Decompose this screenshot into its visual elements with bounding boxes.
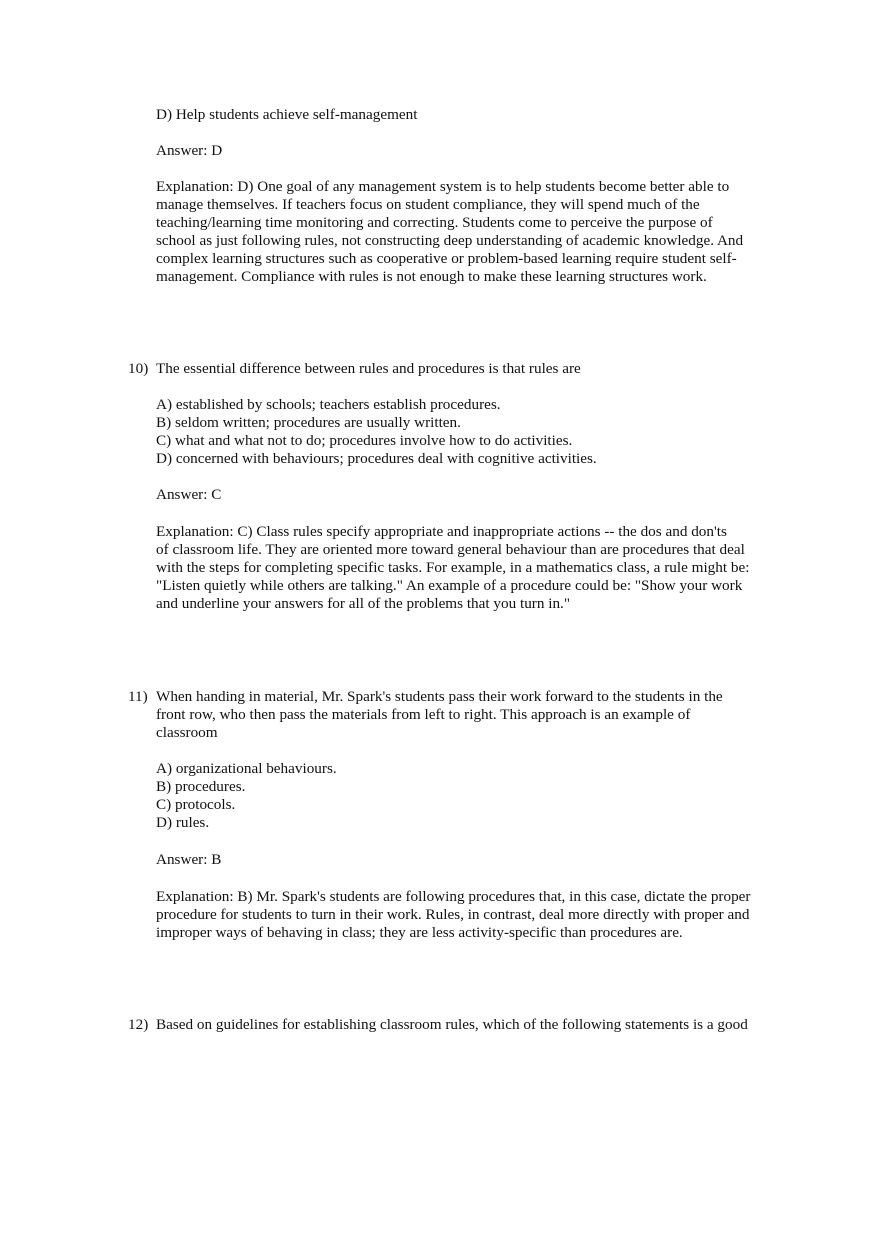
answer: Answer: C [156,486,222,503]
option-c: C) protocols. [156,796,236,813]
option-b: B) seldom written; procedures are usually written. [156,414,461,431]
explanation-line: Explanation: D) One goal of any management system is to help students become better able to [156,178,730,195]
explanation-line: and underline your answers for all of the problems that you turn in." [156,595,571,612]
explanation-line: Explanation: B) Mr. Spark's students are following procedures that, in this case, dictate the proper [156,888,751,905]
answer: Answer: D [156,142,223,159]
explanation-line: complex learning structures such as cooperative or problem-based learning require student self- [156,250,737,267]
explanation-line: of classroom life. They are oriented more toward general behaviour than are procedures that deal [156,541,745,558]
answer: Answer: B [156,851,222,868]
explanation-line: Explanation: C) Class rules specify appropriate and inappropriate actions -- the dos and don'ts [156,523,727,540]
option-d: D) Help students achieve self-management [156,106,418,123]
question-number: 12) [128,1016,149,1033]
question-number: 11) [128,688,148,705]
option-c: C) what and what not to do; procedures involve how to do activities. [156,432,573,449]
question-stem: front row, who then pass the materials from left to right. This approach is an example of [156,706,691,723]
explanation-line: with the steps for completing specific tasks. For example, in a mathematics class, a rule might be: [156,559,750,576]
explanation-line: teaching/learning time monitoring and correcting. Students come to perceive the purpose of [156,214,713,231]
explanation-line: management. Compliance with rules is not enough to make these learning structures work. [156,268,707,285]
explanation-line: school as just following rules, not constructing deep understanding of academic knowledge. And [156,232,744,249]
question-number: 10) [128,360,149,377]
option-d: D) rules. [156,814,210,831]
option-d: D) concerned with behaviours; procedures deal with cognitive activities. [156,450,597,467]
question-stem: classroom [156,724,218,741]
explanation-line: improper ways of behaving in class; they are less activity-specific than procedures are. [156,924,683,941]
question-stem: The essential difference between rules and procedures is that rules are [156,360,581,377]
option-a: A) established by schools; teachers establish procedures. [156,396,501,413]
option-b: B) procedures. [156,778,246,795]
explanation-line: manage themselves. If teachers focus on student compliance, they will spend much of the [156,196,700,213]
question-stem: Based on guidelines for establishing classroom rules, which of the following statements is a good [156,1016,748,1033]
question-stem: When handing in material, Mr. Spark's students pass their work forward to the students in the [156,688,723,705]
explanation-line: "Listen quietly while others are talking." An example of a procedure could be: "Show your work [156,577,743,594]
option-a: A) organizational behaviours. [156,760,337,777]
explanation-line: procedure for students to turn in their work. Rules, in contrast, deal more directly with proper and [156,906,750,923]
